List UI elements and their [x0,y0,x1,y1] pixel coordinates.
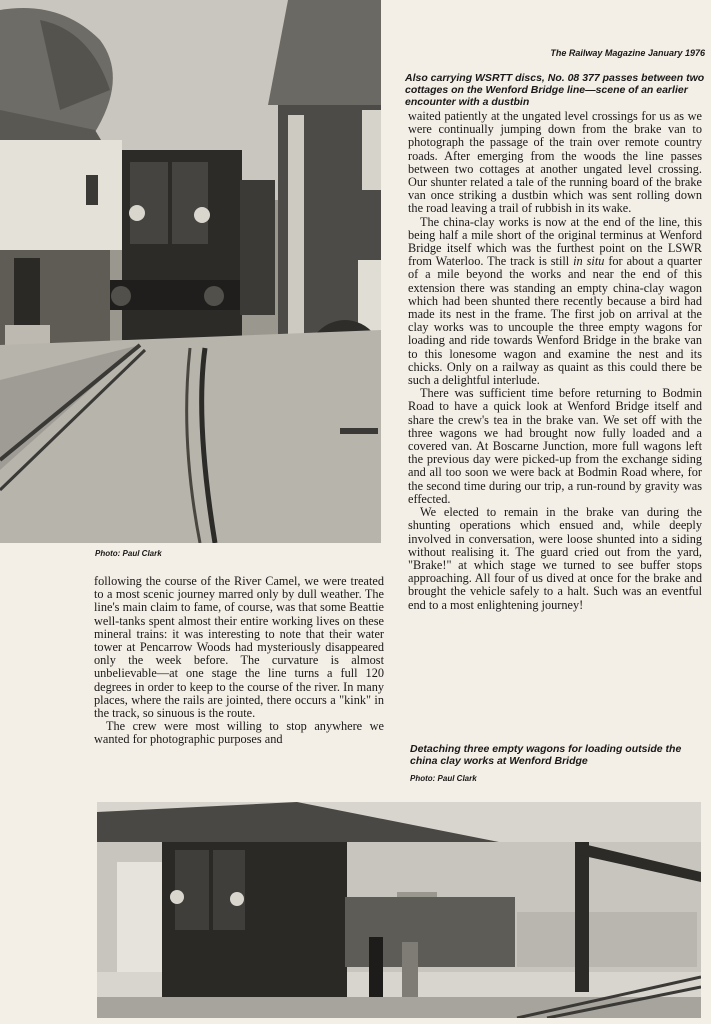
issue-date: January 1976 [647,48,705,58]
paragraph: There was sufficient time before returning to Bodmin Road to have a quick look at Wenford Bridge itself and share the crew's tea in the brake van. We set off with the three wagons we had brought now fully loaded and a covered van. At Boscarne Junction, more full wagons left the previous day were picked-up from the exchange siding and all too soon we were back at Bodmin Road where, for the second time during our trip, a run-round by gravity was effected. [408,386,702,506]
photo-locomotive-at-clay-works [97,802,701,1018]
magazine-title: The Railway Magazine [550,48,646,58]
paragraph: We elected to remain in the brake van during the shunting operations which ensued and, while deeply involved in conversation, were loose shunted into a siding without realising it. The guard cried out from the yard, "Brake!" at which stage we turned to see buffer stops approaching. All four of us dived at once for the brake and brought the vehicle safely to a halt. Such was an eventful end to a most enlightening journey! [408,505,702,612]
photo-caption-bottom: Detaching three empty wagons for loading outside the china clay works at Wenford Bridge [410,743,682,767]
photo-caption-top: Also carrying WSRTT discs, No. 08 377 passes between two cottages on the Wenford Bridge line—scene of an earlier encounter with a dustbin [405,72,705,108]
paragraph: The crew were most willing to stop anywhere we wanted for photographic purposes and [94,719,384,747]
paragraph: following the course of the River Camel, we were treated to a most scenic journey marred only by dull weather. The line's main claim to fame, of course, was that some Beattie well-tanks spent almost their entire working lives on these mineral trains: it was interesting to note that their water tower at Pencarrow Woods had mysteriously disappeared only the week before. The curvature is almost unbelievable—at one stage the line turns a full 120 degrees in order to keep to the course of the river. In many places, where the rails are jointed, there occurs a "kink" in the track, so sinuous is the route. [94,574,384,721]
photo-credit-bottom: Photo: Paul Clark [410,774,477,783]
italic-phrase: in situ [573,254,605,269]
photo-credit-top: Photo: Paul Clark [95,549,162,558]
article-column-right [408,110,702,612]
article-column-left [94,575,384,747]
paragraph: waited patiently at the ungated level crossings for us as we were continually jumping down from the brake van to photograph the passage of the train over remote country roads. After emerging from the woods the line passes between two cottages at another ungated level crossing. Our shunter related a tale of the running board of the brake van once striking a dustbin which was sent rolling down the road leaving a trail of rubbish in its wake. [408,109,702,216]
photo-locomotive-between-cottages [0,0,381,543]
paragraph: The china-clay works is now at the end of the line, this being half a mile short of the original terminus at Wenford Bridge itself which was the furthest point on the LSWR from Waterloo. The track is still in situ for about a quarter of a mile beyond the works and near the end of this extension there was standing an empty china-clay wagon which had been shunted there recently because a bird had made its nest in the frame. The first job on arrival at the clay works was to uncouple the three empty wagons for loading and ride towards Wenford Bridge in the brake van to this lonesome wagon and examine the nest and its chicks. Only on a railway as quaint as this could there be such a delightful interlude. [408,214,702,388]
page-header [520,48,705,58]
